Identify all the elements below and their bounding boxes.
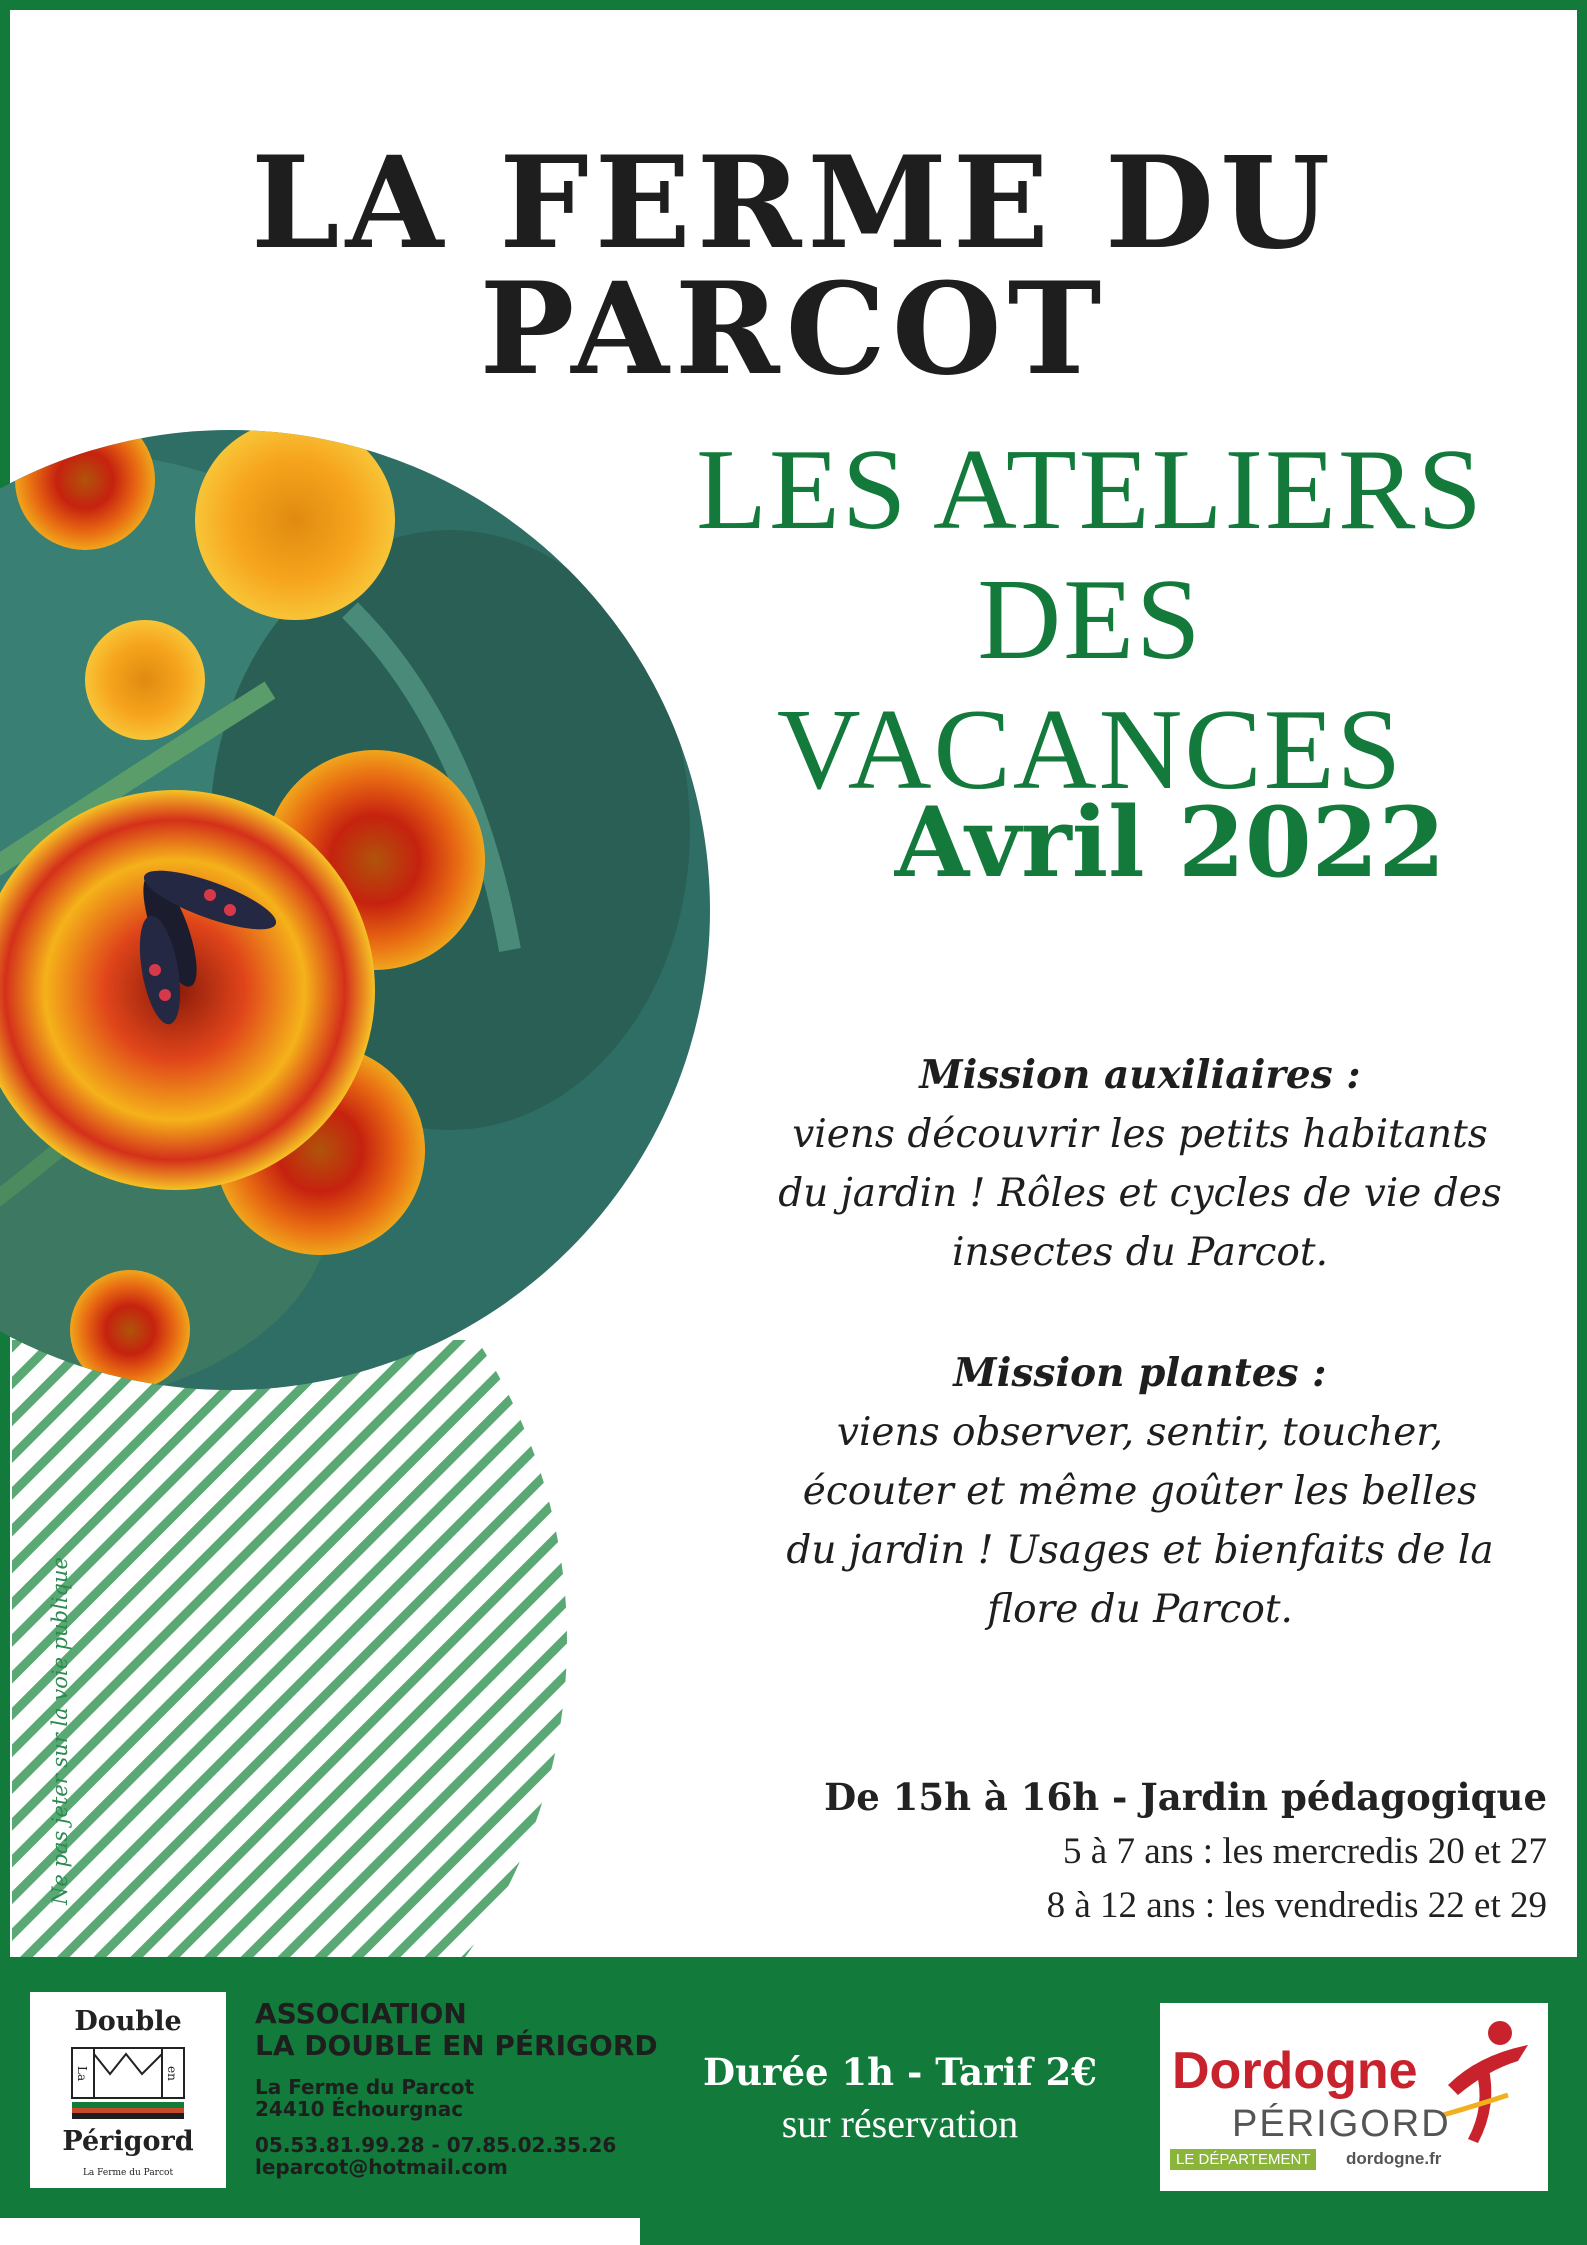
schedule-line-1: 5 à 7 ans : les mercredis 20 et 27: [1063, 1831, 1547, 1872]
mission-line: du jardin ! Rôles et cycles de vie des: [778, 1171, 1502, 1216]
poster-date: Avril 2022: [894, 786, 1446, 899]
price-block: [680, 2050, 1120, 2147]
logo-left-bottom: Périgord: [62, 2126, 194, 2157]
footer-white-strip: [0, 2218, 640, 2245]
schedule-heading: De 15h à 16h - Jardin pédagogique: [824, 1775, 1547, 1819]
phone-numbers: 05.53.81.99.28 - 07.85.02.35.26: [255, 2133, 617, 2157]
dordogne-name: Dordogne: [1172, 2042, 1418, 2100]
mission-line: flore du Parcot.: [987, 1587, 1293, 1632]
email-address: leparcot@hotmail.com: [255, 2155, 508, 2179]
mission-line: viens découvrir les petits habitants: [792, 1112, 1488, 1157]
schedule-line-2: 8 à 12 ans : les vendredis 22 et 29: [1046, 1885, 1547, 1926]
mission-plantes: [740, 1344, 1540, 1639]
poster-title: LA FERME DU PARCOT: [251, 129, 1336, 403]
association-block: [255, 1998, 675, 2178]
logo-left-small: La Ferme du Parcot: [82, 2168, 174, 2178]
mission-line: du jardin ! Usages et bienfaits de la: [786, 1528, 1494, 1573]
mission-line: insectes du Parcot.: [952, 1230, 1328, 1275]
mission-line: écouter et même goûter les belles: [802, 1469, 1478, 1514]
runner-icon: [1438, 2015, 1538, 2145]
logo-right-word: en: [165, 2066, 179, 2081]
dordogne-region: PÉRIGORD: [1232, 2103, 1451, 2145]
subtitle-line-2: DES VACANCES: [776, 556, 1404, 814]
marigold-photo: [0, 430, 710, 1390]
poster-subtitle: [660, 425, 1520, 815]
side-note: Ne pas jeter sur la voie publique: [48, 1557, 72, 1905]
address-line-1: La Ferme du Parcot: [255, 2075, 475, 2099]
dordogne-tag: LE DÉPARTEMENT: [1170, 2149, 1316, 2170]
diagonal-stripes-decoration: [12, 1340, 572, 1960]
duration-price: Durée 1h - Tarif 2€: [702, 2050, 1097, 2094]
mission-auxiliaires: [740, 1046, 1540, 1282]
assoc-line-2: LA DOUBLE EN PÉRIGORD: [255, 2029, 658, 2062]
assoc-line-1: ASSOCIATION: [255, 1997, 467, 2030]
logo-left-top: Double: [74, 2006, 182, 2037]
address-line-2: 24410 Échourgnac: [255, 2097, 464, 2121]
mission-title: Mission auxiliaires :: [919, 1052, 1361, 1098]
logo-left-word: La: [75, 2066, 89, 2082]
subtitle-line-1: LES ATELIERS: [696, 426, 1484, 554]
booking-note: sur réservation: [781, 2101, 1019, 2146]
logo-dordogne: [1160, 2003, 1548, 2191]
mission-title: Mission plantes :: [953, 1350, 1327, 1396]
logo-double-perigord: [30, 1992, 226, 2188]
mission-line: viens observer, sentir, toucher,: [836, 1410, 1444, 1455]
dordogne-site: dordogne.fr: [1346, 2149, 1442, 2168]
farm-frame-icon: [70, 2044, 186, 2122]
